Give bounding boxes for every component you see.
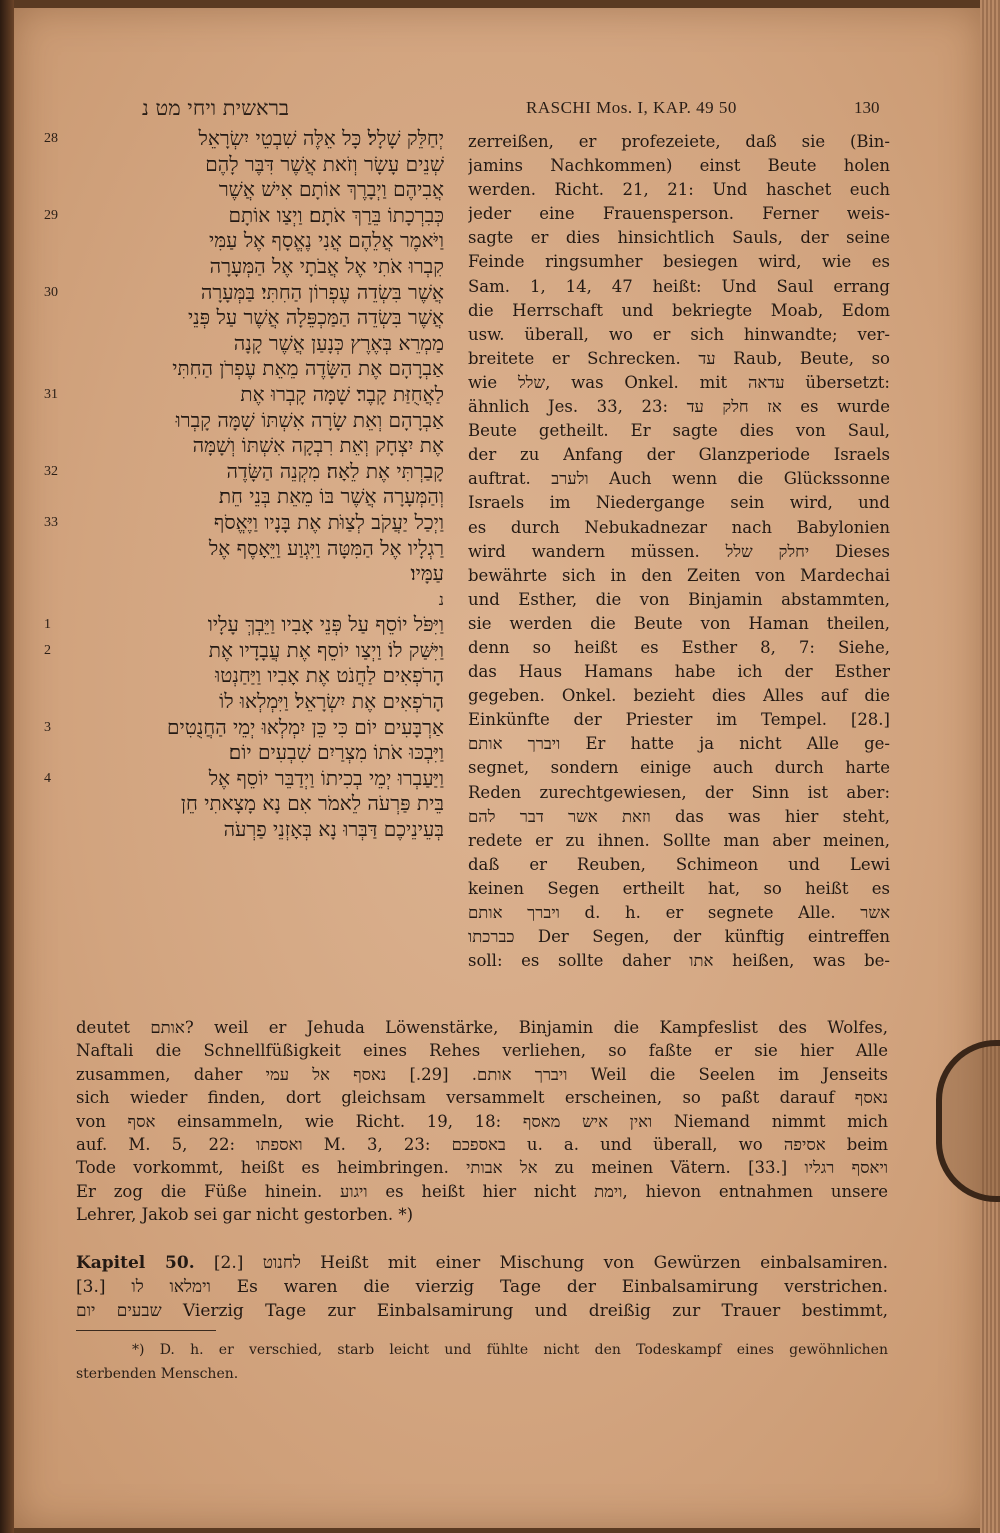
commentary-line: Lehrer, Jakob sei gar nicht gestorben. *) xyxy=(76,1205,414,1225)
hebrew-line-text: כְּבִרְכָתוֹ בֵּרַךְ אֹתָם׃ וַיְצַו אוֹתָם xyxy=(228,202,444,227)
hebrew-line-text: וַיֹּאמֶר אֲלֵהֶם אֲנִי נֶאֱסָף אֶל עַמִּי xyxy=(209,228,444,253)
commentary-line: sich wieder finden, dort gleichsam versammelt erscheinen, so paßt darauf נאסף xyxy=(76,1088,888,1108)
kapitel-line-text: שבעים יום Vierzig Tage zur Einbalsamirung und dreißig zur Trauer bestimmt, xyxy=(76,1301,888,1321)
commentary-line: von אסף einsammeln, wie Richt. 19, 18: ואין איש מאסף Niemand nimmt mich xyxy=(76,1111,888,1131)
hebrew-line xyxy=(44,612,444,638)
hebrew-line-text: וַיְכַל יַעֲקֹב לְצַוֹּת אֶת בָּנָיו וַיֶּאֱסֹף xyxy=(213,509,444,534)
hebrew-line-text: וַיִּבְכּוּ אֹתוֹ מִצְרַיִם שִׁבְעִים יוֹם׃ xyxy=(228,740,444,765)
hebrew-line xyxy=(44,561,444,587)
verse-number: 30 xyxy=(44,284,58,300)
hebrew-line xyxy=(44,484,444,510)
commentary-line: Er zog die Füße hinein. ויגוע es heißt hier nicht וימת, hievon entnahmen unsere xyxy=(76,1181,888,1201)
kapitel-line xyxy=(76,1251,888,1275)
commentary-full-width xyxy=(76,1016,888,1227)
footnote xyxy=(76,1338,888,1386)
hebrew-line-text: אַבְרָהָם וְאֵת שָׂרָה אִשְׁתּוֹ שָׁמָּה קָבְרוּ xyxy=(175,407,444,432)
hebrew-line-text: אֲשֶׁר בִּשְׂדֵה עֶפְרוֹן הַחִתִּי׃ בַּמְּעָרָה xyxy=(200,279,444,304)
kapitel-line-text: [2.] לחנוט Heißt mit einer Mischung von Gewürzen einbalsamiren. xyxy=(194,1253,888,1273)
commentary-line: daß er Reuben, Schimeon und Lewi xyxy=(468,854,890,874)
hebrew-line-text: אַבְרָהָם אֶת הַשָּׂדֶה מֵאֵת עֶפְרֹן הַחִתִּי xyxy=(172,356,444,381)
verse-number: 32 xyxy=(44,463,58,479)
hebrew-line xyxy=(44,689,444,715)
verse-number: 31 xyxy=(44,386,58,402)
commentary-line: wird wandern müssen. יחלק שלל Dieses xyxy=(468,541,890,561)
commentary-line: ויברך אותם d. h. er segnete Alle. אשר xyxy=(468,903,890,922)
hebrew-line-text: קִבְרוּ אֹתִי אֶל אֲבֹתָי אֶל הַמְּעָרָה xyxy=(209,253,444,278)
commentary-line: und Esther, die von Binjamin abstammten, xyxy=(468,589,890,609)
verse-number: 3 xyxy=(44,719,51,735)
running-title: RASCHI Mos. I, KAP. 49 50 xyxy=(526,98,737,117)
hebrew-line-text: עַמָּיו׃ xyxy=(410,561,444,586)
hebrew-line-text: מַמְרֵא בְּאֶרֶץ כְּנָעַן אֲשֶׁר קָנָה xyxy=(233,330,444,355)
commentary-line: das Haus Hamans habe ich der Esther xyxy=(468,662,890,682)
verse-number: 29 xyxy=(44,207,58,223)
hebrew-line xyxy=(44,715,444,741)
commentary-line: Beute getheilt. Er sagte dies von Saul, xyxy=(468,421,890,441)
commentary-line: keinen Segen ertheilt hat, so heißt es xyxy=(468,878,890,898)
commentary-line: die Herrschaft und bekriegte Moab, Edom xyxy=(468,300,890,320)
commentary-line: redete er zu ihnen. Sollte man aber meinen, xyxy=(468,830,890,850)
hebrew-line xyxy=(44,280,444,306)
kapitel-line xyxy=(76,1299,888,1323)
hebrew-line xyxy=(44,791,444,817)
hebrew-line-text: וְהַמְּעָרָה אֲשֶׁר בּוֹ מֵאֵת בְּנֵי חֵת׃ xyxy=(218,484,444,509)
hebrew-line xyxy=(44,305,444,331)
kapitel-line xyxy=(76,1275,888,1299)
commentary-line: וזאת אשר דבר להם das was hier steht, xyxy=(468,806,890,826)
hebrew-line xyxy=(44,536,444,562)
commentary-line: Israels im Niedergange sein wird, und xyxy=(468,493,890,513)
hebrew-line xyxy=(44,152,444,178)
commentary-line: Naftali die Schnellfüßigkeit eines Rehes verliehen, so faßte er sie hier Alle xyxy=(76,1041,888,1061)
hebrew-line-text: אֶת יִצְחָק וְאֵת רִבְקָה אִשְׁתּוֹ וְשָׁמָּה xyxy=(192,433,444,458)
page-number: 130 xyxy=(854,98,880,117)
footnote-line: *) D. h. er verschied, starb leicht und fühlte nicht den Todeskampf eines gewöhnlichen xyxy=(132,1342,888,1358)
footnote-rule xyxy=(76,1330,216,1331)
hebrew-line xyxy=(44,254,444,280)
commentary-line: Tode vorkommt, heißt es heimbringen. אל אבותי zu meinen Vätern. [33.] ויאסף רגליו xyxy=(76,1158,888,1178)
hebrew-line-text: קָבַרְתִּי אֶת לֵאָה׃ מִקְנֵה הַשָּׂדֶה xyxy=(226,458,444,483)
commentary-line: werden. Richt. 21, 21: Und haschet euch xyxy=(468,180,890,200)
hebrew-line xyxy=(44,177,444,203)
commentary-line: auftrat. ולערב Auch wenn die Glückssonne xyxy=(468,469,890,489)
hebrew-line xyxy=(44,228,444,254)
commentary-line: jamins Nachkommen) einst Beute holen xyxy=(468,156,890,176)
hebrew-line xyxy=(44,766,444,792)
kapitel-50-section xyxy=(76,1251,888,1323)
book-gutter xyxy=(0,0,14,1533)
book-page xyxy=(14,8,982,1528)
hebrew-line-text: שְׁנֵים עָשָׂר וְזֹאת אֲשֶׁר דִּבֶּר לָהֶם xyxy=(205,151,444,176)
hebrew-line-text: אֲבִיהֶם וַיְבָרֶךְ אוֹתָם אִישׁ אֲשֶׁר xyxy=(218,177,444,202)
hebrew-line-text: וַיִּפֹּל יוֹסֵף עַל פְּנֵי אָבִיו וַיֵּבְךְּ עָלָיו xyxy=(207,612,444,637)
hebrew-line-text: בְּעֵינֵיכֶם דַּבְּרוּ נָא בְּאָזְנֵי פַרְעֹה xyxy=(223,817,444,842)
commentary-line: Reden zurechtgewiesen, der Sinn ist aber: xyxy=(468,782,890,802)
commentary-line: gegeben. Onkel. bezieht dies Alles auf die xyxy=(468,686,890,706)
commentary-line: deutet אותם? weil er Jehuda Löwenstärke, Binjamin die Kampfeslist des Wolfes, xyxy=(76,1018,888,1037)
commentary-line: es durch Nebukadnezar nach Babylonien xyxy=(468,517,890,537)
hebrew-line xyxy=(44,817,444,843)
commentary-line: denn so heißt es Esther 8, 7: Siehe, xyxy=(468,637,890,657)
commentary-line: bewährte sich in den Zeiten von Mardechai xyxy=(468,565,890,585)
hebrew-line-text: אֲשֶׁר בִּשְׂדֵה הַמַּכְפֵּלָה אֲשֶׁר עַל פְּנֵי xyxy=(187,305,444,330)
commentary-line: כברכתו Der Segen, der künftig eintreffen xyxy=(468,927,890,947)
hebrew-line-text: לַאֲחֻזַּת קָבֶר׃ שָׁמָּה קָבְרוּ אֶת xyxy=(240,381,444,406)
commentary-line: der zu Anfang der Glanzperiode Israels xyxy=(468,445,890,465)
hebrew-line-text: בֵּית פַּרְעֹה לֵאמֹר אִם נָא מָצָאתִי חֵן xyxy=(180,791,444,816)
hebrew-line xyxy=(44,408,444,434)
hebrew-line-text: הָרֹפְאִים לַחֲנֹט אֶת אָבִיו וַיַּחַנְטוּ xyxy=(215,663,444,688)
hebrew-line xyxy=(44,740,444,766)
chapter-heading: Kapitel 50. xyxy=(76,1253,195,1273)
commentary-line: Sam. 1, 14, 47 heißt: Und Saul errang xyxy=(468,276,890,296)
commentary-line: soll: es sollte daher אתו heißen, was be- xyxy=(468,951,890,971)
verse-number: 1 xyxy=(44,617,51,633)
hebrew-line xyxy=(44,638,444,664)
hebrew-line xyxy=(44,331,444,357)
hebrew-line-text: יְחַלֵּק שָׁלָל׃ כָּל אֵלֶּה שִׁבְטֵי יִשְׂרָאֵל xyxy=(198,126,444,150)
hebrew-line xyxy=(44,382,444,408)
verse-number: 33 xyxy=(44,514,58,530)
verse-number: 4 xyxy=(44,770,51,786)
commentary-line: Einkünfte der Priester im Tempel. [28.] xyxy=(468,710,890,730)
hebrew-line xyxy=(44,126,444,152)
hebrew-text-column xyxy=(44,126,444,843)
hebrew-line xyxy=(44,663,444,689)
commentary-line: auf. M. 5, 22: ואספתו M. 3, 23: באספכם u. a. und überall, wo אסיפה beim xyxy=(76,1134,888,1154)
commentary-line: wie שלל, was Onkel. mit עדאה übersetzt: xyxy=(468,372,890,392)
hebrew-running-title: בראשית ויחי מט נ xyxy=(142,96,290,120)
hebrew-line xyxy=(44,433,444,459)
hebrew-line-text: נ xyxy=(438,589,444,609)
hebrew-line-text: וַיַּעַבְרוּ יְמֵי בְכִיתוֹ וַיְדַבֵּר יוֹסֵף אֶל xyxy=(208,765,444,790)
hebrew-line-text: אַרְבָּעִים יוֹם כִּי כֵּן יִמְלְאוּ יְמֵי הַחֲנֻטִים xyxy=(167,714,444,739)
footnote-line: sterbenden Menschen. xyxy=(76,1366,239,1382)
commentary-line: breitete er Schrecken. עד Raub, Beute, so xyxy=(468,348,890,368)
hebrew-line-text: הָרֹפְאִים אֶת יִשְׂרָאֵל׃ וַיִּמְלְאוּ לוֹ xyxy=(219,689,444,714)
verse-number: 28 xyxy=(44,131,58,146)
german-commentary-column xyxy=(468,130,890,973)
commentary-line: sagte er dies hinsichtlich Sauls, der seine xyxy=(468,228,890,248)
running-header xyxy=(14,96,982,124)
commentary-line: sie werden die Beute von Haman theilen, xyxy=(468,613,890,633)
commentary-line: usw. überall, wo er sich hinwandte; ver- xyxy=(468,324,890,344)
verse-number: 2 xyxy=(44,642,51,658)
hebrew-line xyxy=(44,356,444,382)
hebrew-line-text: וַיִּשַּׁק לוֹ׃ וַיְצַו יוֹסֵף אֶת עֲבָדָיו אֶת xyxy=(208,637,444,662)
commentary-line: zerreißen, er profezeiete, daß sie (Bin- xyxy=(468,132,890,151)
hebrew-line xyxy=(44,459,444,485)
commentary-line: segnet, sondern einige auch durch harte xyxy=(468,758,890,778)
commentary-line: zusammen, daher ויברך אותם. [29.] נאסף אל עמי Weil die Seelen im Jenseits xyxy=(76,1064,888,1084)
page-edges xyxy=(980,0,1000,1533)
hebrew-line xyxy=(44,587,444,613)
commentary-line: Feinde ringsumher besiegen wird, wie es xyxy=(468,252,890,272)
commentary-line: ויברך אותם Er hatte ja nicht Alle ge- xyxy=(468,734,890,754)
commentary-line: ähnlich Jes. 33, 23: אז חלק עד es wurde xyxy=(468,397,890,417)
hebrew-line xyxy=(44,203,444,229)
kapitel-line-text: [3.] וימלאו לו Es waren die vierzig Tage der Einbalsamirung verstrichen. xyxy=(76,1277,888,1297)
hebrew-line xyxy=(44,510,444,536)
commentary-line: jeder eine Frauensperson. Ferner weis- xyxy=(468,204,890,224)
hebrew-line-text: רַגְלָיו אֶל הַמִּטָּה וַיִּגְוַע וַיֵּאָסֶף אֶל xyxy=(208,535,444,560)
